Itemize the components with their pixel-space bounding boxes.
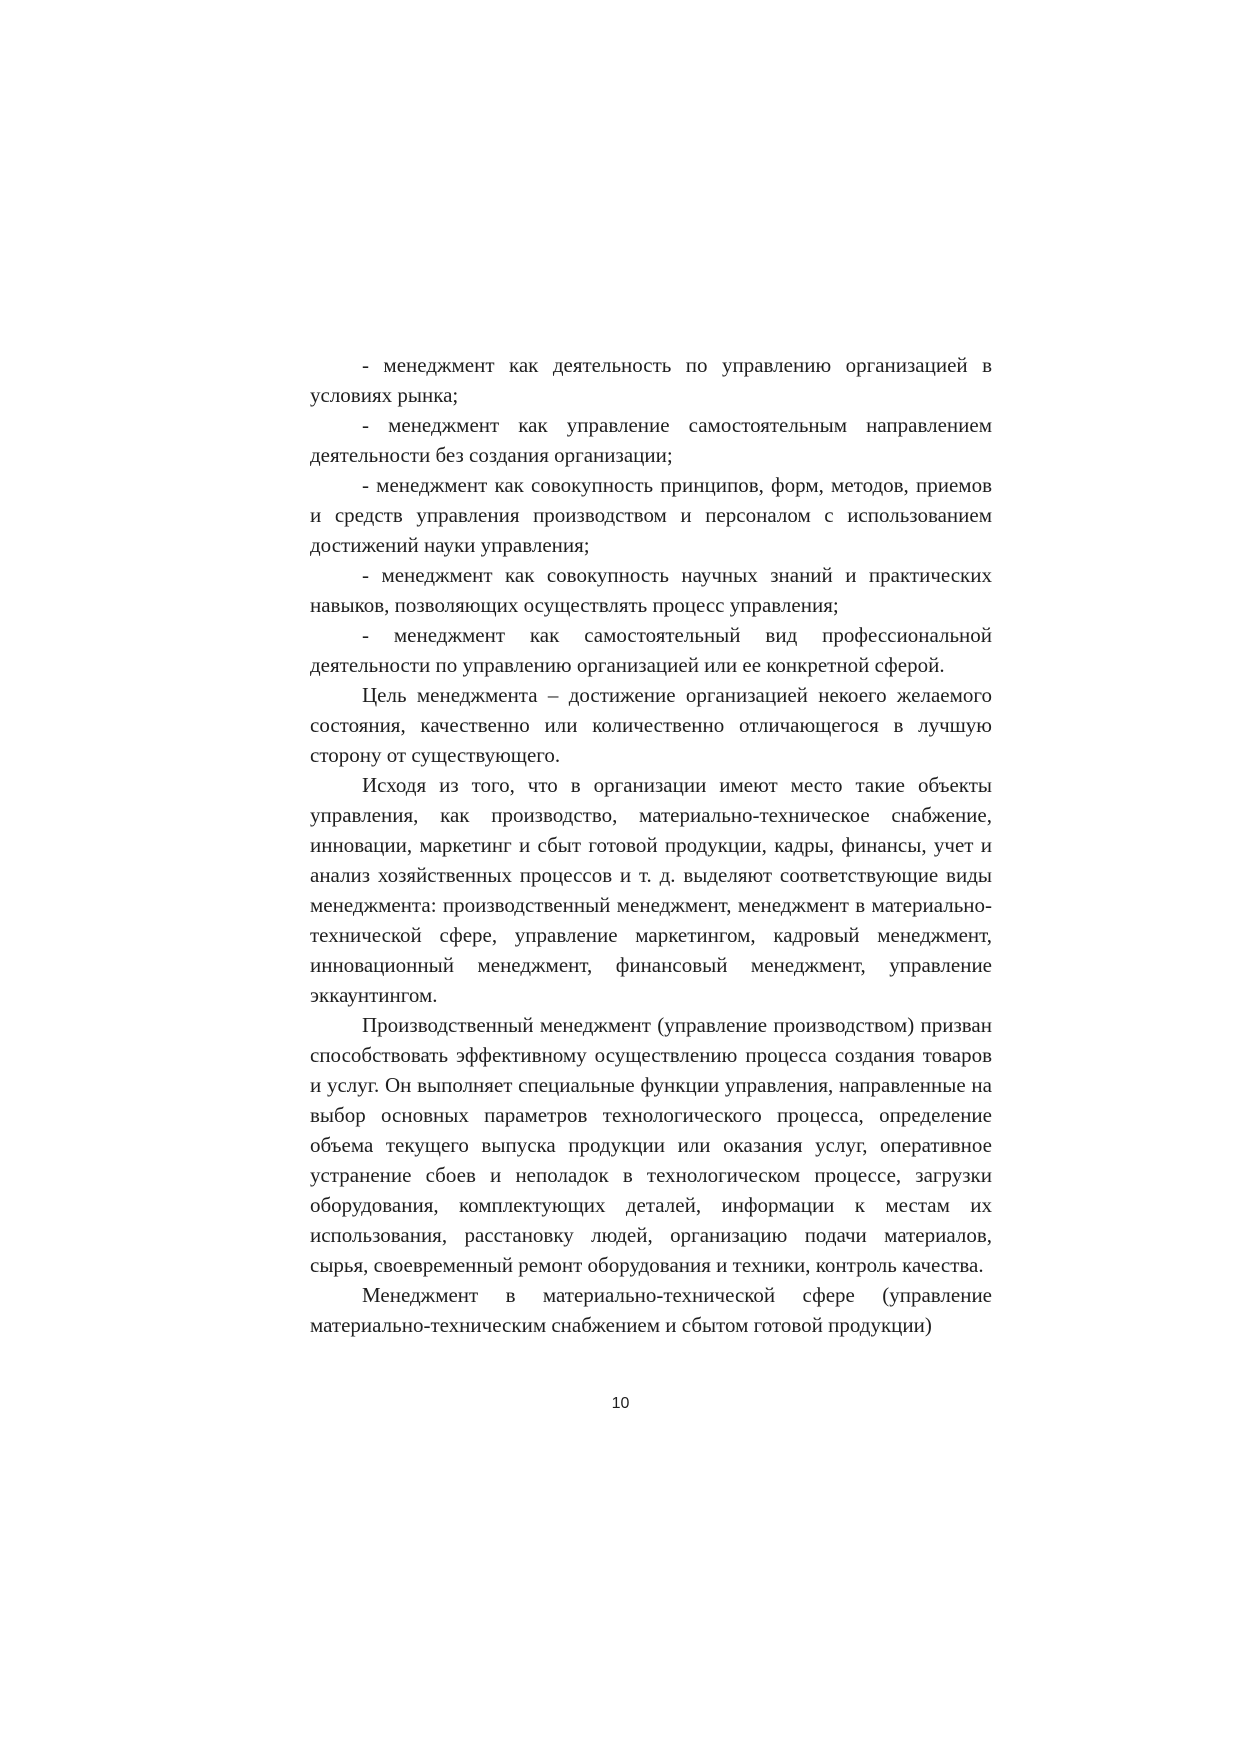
body-text [310, 350, 992, 1340]
paragraph-3: - менеджмент как совокупность принципов, форм, методов, приемов и средств управления производством и персоналом с использованием достижений науки управления; [310, 473, 992, 557]
paragraph-5: - менеджмент как самостоятельный вид профессиональной деятельности по управлению организацией или ее конкретной сферой. [310, 623, 992, 677]
paragraph-6: Цель менеджмента – достижение организацией некоего желаемого состояния, качественно или количественно отличающегося в лучшую сторону от существующего. [310, 683, 992, 767]
paragraph-8: Производственный менеджмент (управление производством) призван способствовать эффективному осуществлению процесса создания товаров и услуг. Он выполняет специальные функции управления, направленные на выбор основных параметров технологического процесса, определение объема текущего выпуска продукции или оказания услуг, оперативное устранение сбоев и неполадок в технологическом процессе, загрузки оборудования, комплектующих деталей, информации к местам их использования, расстановку людей, организацию подачи материалов, сырья, своевременный ремонт оборудования и техники, контроль качества. [310, 1013, 992, 1277]
paragraph-7: Исходя из того, что в организации имеют место такие объекты управления, как производство, материально-техническое снабжение, инновации, маркетинг и сбыт готовой продукции, кадры, финансы, учет и анализ хозяйственных процессов и т. д. выделяют соответствующие виды менеджмента: производственный менеджмент, менеджмент в материально-технической сфере, управление маркетингом, кадровый менеджмент, инновационный менеджмент, финансовый менеджмент, управление эккаунтингом. [310, 773, 992, 1007]
paragraph-2: - менеджмент как управление самостоятельным направлением деятельности без создания организации; [310, 413, 992, 467]
paragraph-9: Менеджмент в материально-технической сфере (управление материально-техническим снабжением и сбытом готовой продукции) [310, 1283, 992, 1337]
paragraph-4: - менеджмент как совокупность научных знаний и практических навыков, позволяющих осуществлять процесс управления; [310, 563, 992, 617]
page-number: 10 [611, 1395, 630, 1412]
paragraph-1: - менеджмент как деятельность по управлению организацией в условиях рынка; [310, 353, 992, 407]
